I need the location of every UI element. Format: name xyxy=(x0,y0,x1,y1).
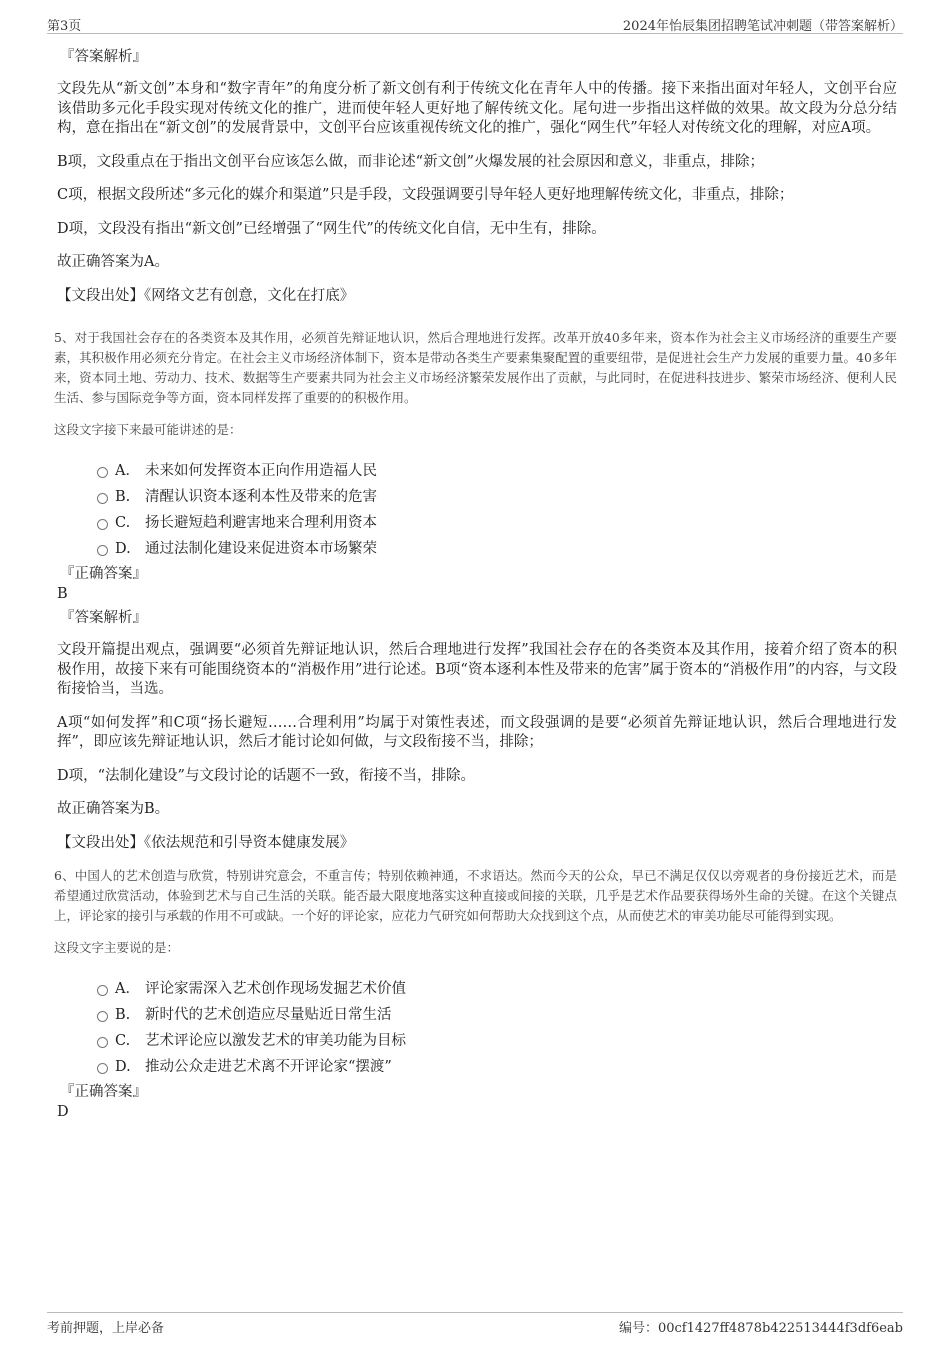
analysis-paragraph: 文段先从“新文创”本身和“数字青年”的角度分析了新文创有利于传统文化在青年人中的传播。接下来指出面对年轻人，文创平台应该借助多元化手段实现对传统文化的推广，进而使年轻人更好地了解传统文化。尾句进一步指出这样做的效果。故文段为分总分结构，意在指出在“新文创”的发展背景中，文创平台应该重视传统文化的推广，强化“网生代”年轻人对传统文化的理解，对应A项。 xyxy=(57,81,897,136)
page-number: 第3页 xyxy=(47,19,82,34)
document-id: 编号：00cf1427ff4878b422513444f3df6eab xyxy=(618,1321,903,1336)
option-a[interactable]: A． 未来如何发挥资本正向作用造福人民 xyxy=(57,458,897,484)
radio-icon[interactable] xyxy=(97,493,108,504)
analysis-tag: 『答案解析』 xyxy=(60,49,147,65)
radio-icon[interactable] xyxy=(97,1063,108,1074)
analysis-paragraph: D项，“法制化建设”与文段讨论的话题不一致，衔接不当，排除。 xyxy=(57,767,475,784)
option-d[interactable]: D. 通过法制化建设来促进资本市场繁荣 xyxy=(57,536,897,562)
answer-value: B xyxy=(57,586,68,602)
option-d[interactable]: D. 推动公众走进艺术离不开评论家“摆渡” xyxy=(57,1054,897,1080)
radio-icon[interactable] xyxy=(97,467,108,478)
page-content xyxy=(54,44,897,1122)
option-b[interactable]: B. 新时代的艺术创造应尽量贴近日常生活 xyxy=(57,1002,897,1028)
analysis-paragraph: B项，文段重点在于指出文创平台应该怎么做，而非论述“新文创”火爆发展的社会原因和意义，非重点，排除； xyxy=(57,153,764,170)
page-header xyxy=(47,13,903,34)
answer-value: D xyxy=(57,1104,69,1120)
page-footer xyxy=(47,1312,903,1336)
question-prompt: 这段文字接下来最可能讲述的是： xyxy=(54,422,242,437)
document-title: 2024年怡辰集团招聘笔试冲刺题（带答案解析） xyxy=(622,19,903,34)
analysis-conclusion: 故正确答案为A。 xyxy=(57,254,169,270)
option-c[interactable]: C. 艺术评论应以激发艺术的审美功能为目标 xyxy=(57,1028,897,1054)
question-text: 6、中国人的艺术创造与欣赏，特别讲究意会，不重言传；特别依赖神通，不求语达。然而今天的公众，早已不满足仅仅以旁观者的身份接近艺术，而是希望通过欣赏活动，体验到艺术与自己生活的关联。能否最大限度地落实这种直接或间接的关联，几乎是艺术作品要获得场外生命的关键。在这个关键点上，评论家的接引与承载的作用不可或缺。一个好的评论家，应花力气研究如何帮助大众找到这个点，从而使艺术的审美功能尽可能得到实现。 xyxy=(54,868,897,923)
analysis-conclusion: 故正确答案为B。 xyxy=(57,801,170,817)
radio-icon[interactable] xyxy=(97,545,108,556)
radio-icon[interactable] xyxy=(97,519,108,530)
analysis-paragraph: A项“如何发挥”和C项“扬长避短……合理利用”均属于对策性表述，而文段强调的是要“必须首先辩证地认识，然后合理地进行发挥”，即应该先辩证地认识，然后才能讨论如何做，与文段衔接不当，排除； xyxy=(57,714,897,750)
footer-slogan: 考前押题，上岸必备 xyxy=(47,1321,165,1336)
option-list xyxy=(57,976,897,1080)
answer-tag: 『正确答案』 xyxy=(60,566,147,582)
radio-icon[interactable] xyxy=(97,985,108,996)
source-citation: 【文段出处】《网络文艺有创意，文化在打底》 xyxy=(57,287,355,304)
radio-icon[interactable] xyxy=(97,1037,108,1048)
option-b[interactable]: B. 清醒认识资本逐利本性及带来的危害 xyxy=(57,484,897,510)
question-text: 5、对于我国社会存在的各类资本及其作用，必须首先辩证地认识，然后合理地进行发挥。改革开放40多年来，资本作为社会主义市场经济的重要生产要素，其积极作用必须充分肯定。在社会主义市场经济体制下，资本是带动各类生产要素集聚配置的重要纽带，是促进社会生产力发展的重要力量。40多年来，资本同土地、劳动力、技术、数据等生产要素共同为社会主义市场经济繁荣发展作出了贡献，与此同时，在促进科技进步、繁荣市场经济、便利人民生活、参与国际竞争等方面，资本同样发挥了重要的的积极作用。 xyxy=(54,330,897,405)
analysis-tag: 『答案解析』 xyxy=(60,610,147,626)
option-a[interactable]: A． 评论家需深入艺术创作现场发掘艺术价值 xyxy=(57,976,897,1002)
option-list xyxy=(57,458,897,562)
answer-tag: 『正确答案』 xyxy=(60,1084,147,1100)
question-prompt: 这段文字主要说的是： xyxy=(54,940,180,955)
radio-icon[interactable] xyxy=(97,1011,108,1022)
analysis-paragraph: D项，文段没有指出“新文创”已经增强了“网生代”的传统文化自信，无中生有，排除。 xyxy=(57,220,606,237)
option-c[interactable]: C. 扬长避短趋利避害地来合理利用资本 xyxy=(57,510,897,536)
source-citation: 【文段出处】《依法规范和引导资本健康发展》 xyxy=(57,834,355,851)
analysis-paragraph: 文段开篇提出观点，强调要“必须首先辩证地认识，然后合理地进行发挥”我国社会存在的各类资本及其作用，接着介绍了资本的积极作用，故接下来有可能围绕资本的“消极作用”进行论述。B项“资本逐利本性及带来的危害”属于资本的“消极作用”的内容，与文段衔接恰当，当选。 xyxy=(57,642,897,697)
analysis-paragraph: C项，根据文段所述“多元化的媒介和渠道”只是手段，文段强调要引导年轻人更好地理解传统文化，非重点，排除； xyxy=(57,187,794,203)
